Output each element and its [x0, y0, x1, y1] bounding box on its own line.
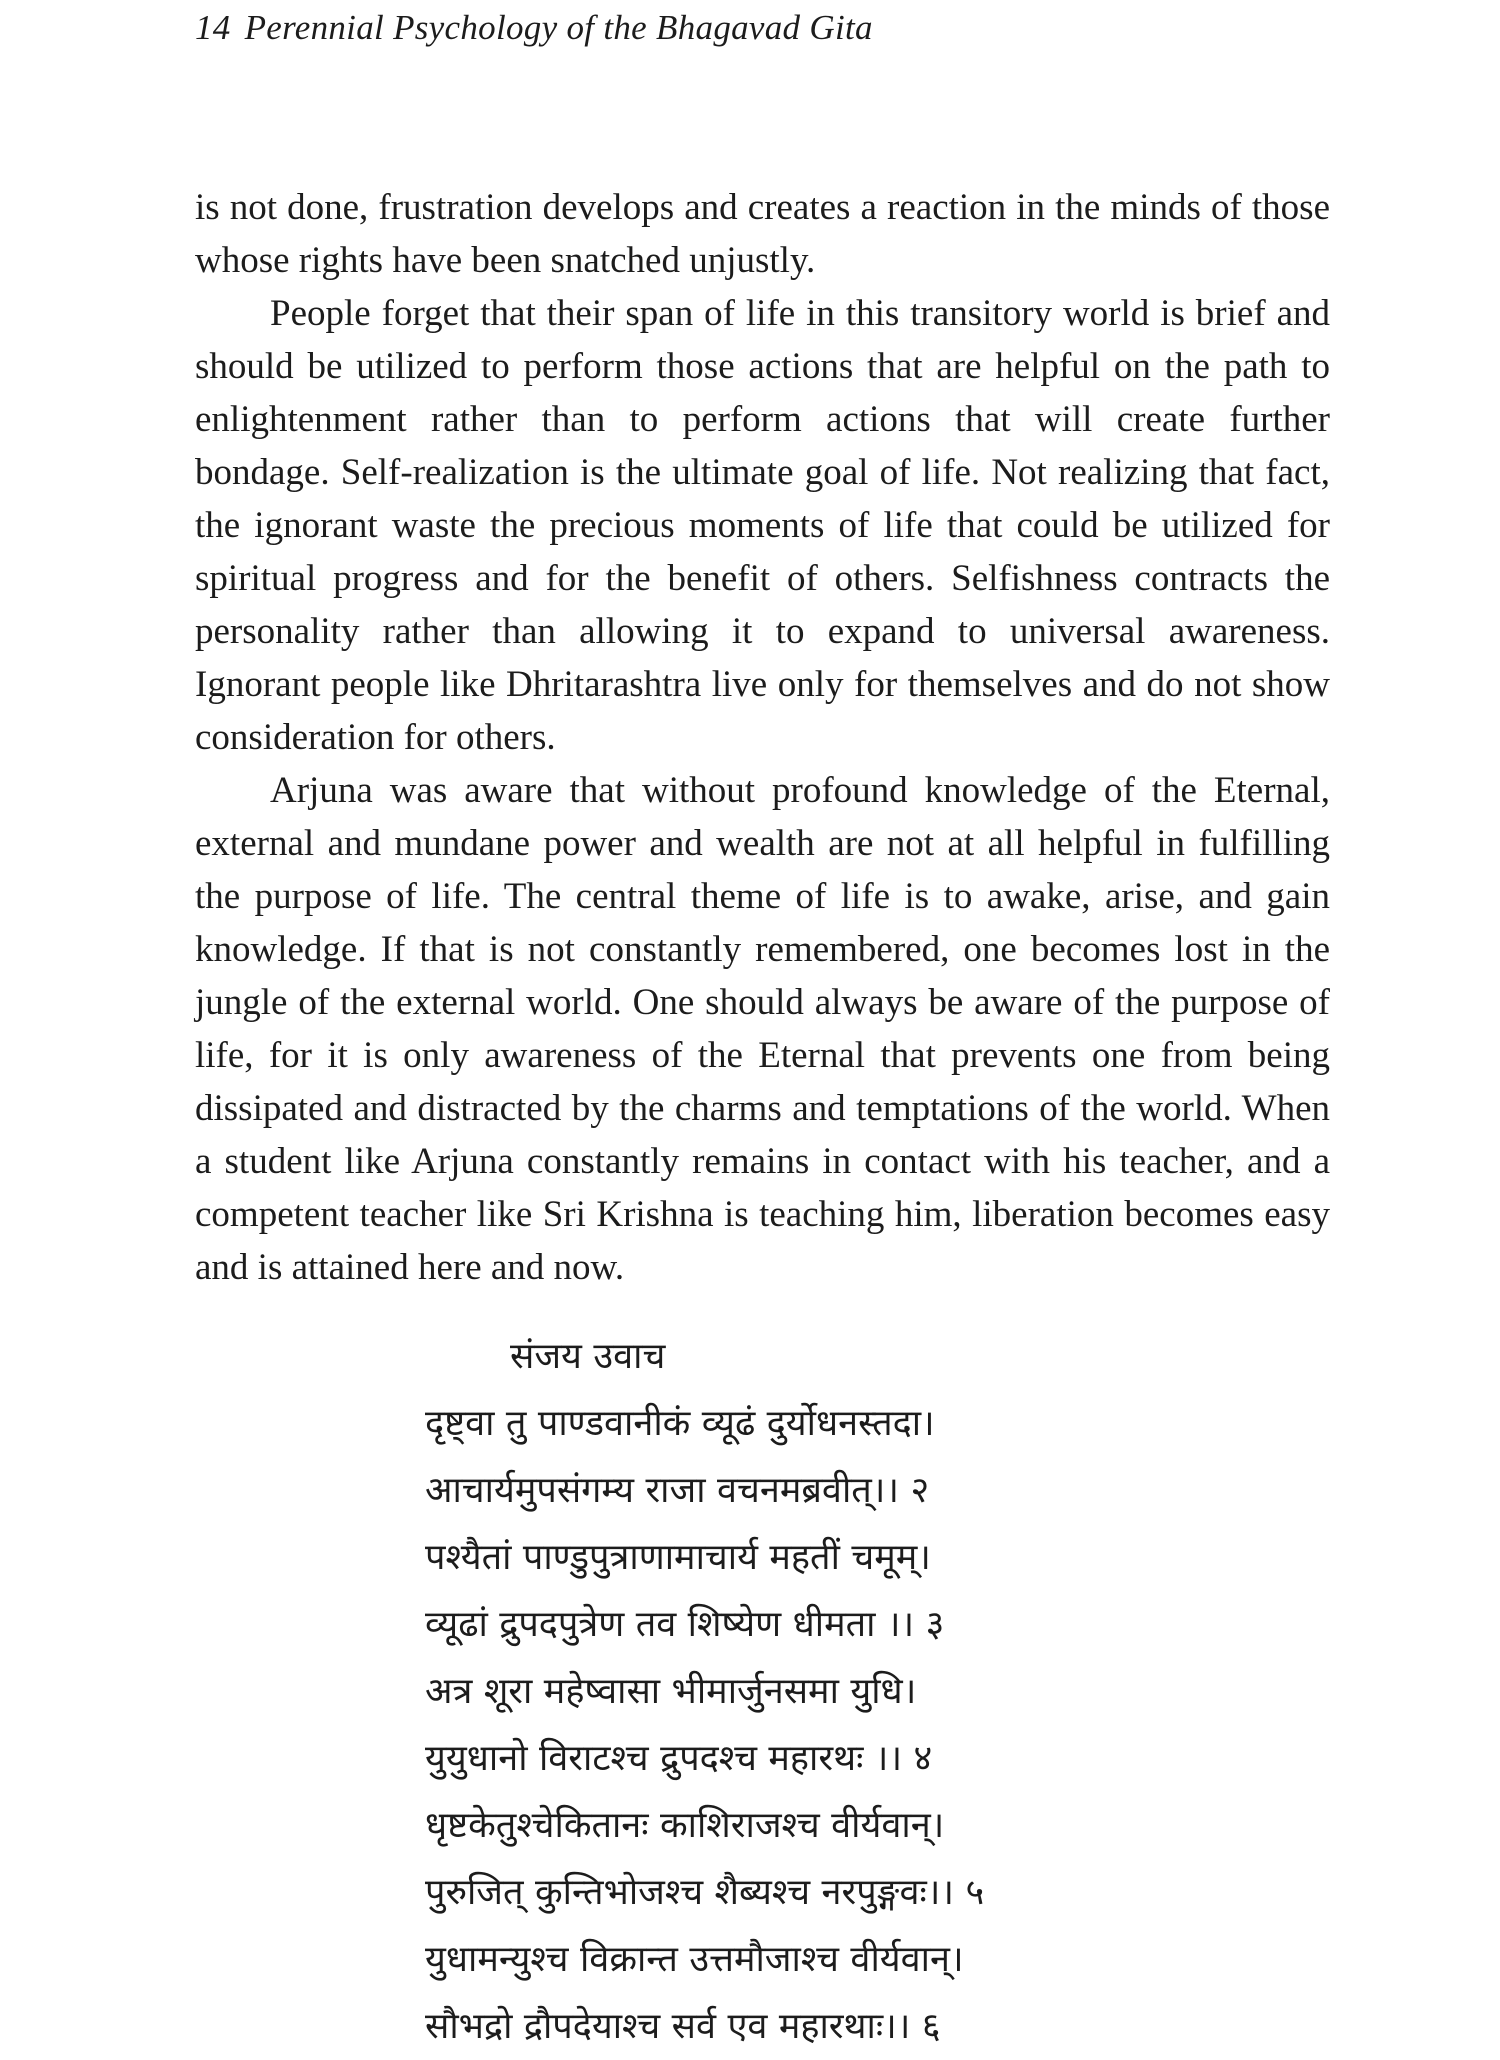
verse-line: पश्यैतां पाण्डुपुत्राणामाचार्य महतीं चमूम्।	[425, 1537, 931, 1578]
verse-line: दृष्ट्वा तु पाण्डवानीकं व्यूढं दुर्योधनस्तदा।	[425, 1403, 935, 1444]
sanskrit-verse-block	[425, 1323, 984, 2060]
running-head	[195, 8, 873, 48]
verse-heading: संजय उवाच	[510, 1336, 666, 1377]
body-text	[195, 181, 1330, 1294]
paragraph-arjuna-aware: Arjuna was aware that without profound knowledge of the Eternal, external and mundane power and wealth are not at all helpful in fulfilling the purpose of life. The central theme of life is to awake, arise, and gain knowledge. If that is not constantly remembered, one becomes lost in the jungle of the external world. One should always be aware of the purpose of life, for it is only awareness of the Eternal that prevents one from being dissipated and distracted by the charms and temptations of the world. When a student like Arjuna constantly remains in contact with his teacher, and a competent teacher like Sri Krishna is teaching him, liberation becomes easy and is attained here and now.	[195, 770, 1330, 1288]
verse-line: युधामन्युश्च विक्रान्त उत्तमौजाश्च वीर्यवान्।	[425, 1939, 964, 1980]
paragraph-continued: is not done, frustration develops and creates a reaction in the minds of those whose rights have been snatched unjustly.	[195, 187, 1330, 281]
verse-line: सौभद्रो द्रौपदेयाश्च सर्व एव महारथाः।। ६	[425, 2006, 941, 2047]
verse-line: अत्र शूरा महेष्वासा भीमार्जुनसमा युधि।	[425, 1671, 917, 1712]
book-title: Perennial Psychology of the Bhagavad Gita	[244, 8, 873, 47]
verse-line: व्यूढां द्रुपदपुत्रेण तव शिष्येण धीमता ।। ३	[425, 1604, 945, 1645]
verse-line: युयुधानो विराटश्च द्रुपदश्च महारथः ।। ४	[425, 1738, 933, 1779]
page-number: 14	[195, 8, 231, 47]
verse-line: पुरुजित् कुन्तिभोजश्च शैब्यश्च नरपुङ्गवः।। ५	[425, 1872, 985, 1913]
paragraph-people-forget: People forget that their span of life in this transitory world is brief and should be utilized to perform those actions that are helpful on the path to enlightenment rather than to perform actions that will create further bondage. Self-realization is the ultimate goal of life. Not realizing that fact, the ignorant waste the precious moments of life that could be utilized for spiritual progress and for the benefit of others. Selfishness contracts the personality rather than allowing it to expand to universal awareness. Ignorant people like Dhritarashtra live only for themselves and do not show consideration for others.	[195, 293, 1330, 758]
verse-line: धृष्टकेतुश्चेकितानः काशिराजश्च वीर्यवान्।	[425, 1805, 945, 1846]
verse-line: आचार्यमुपसंगम्य राजा वचनमब्रवीत्।। २	[425, 1470, 930, 1511]
